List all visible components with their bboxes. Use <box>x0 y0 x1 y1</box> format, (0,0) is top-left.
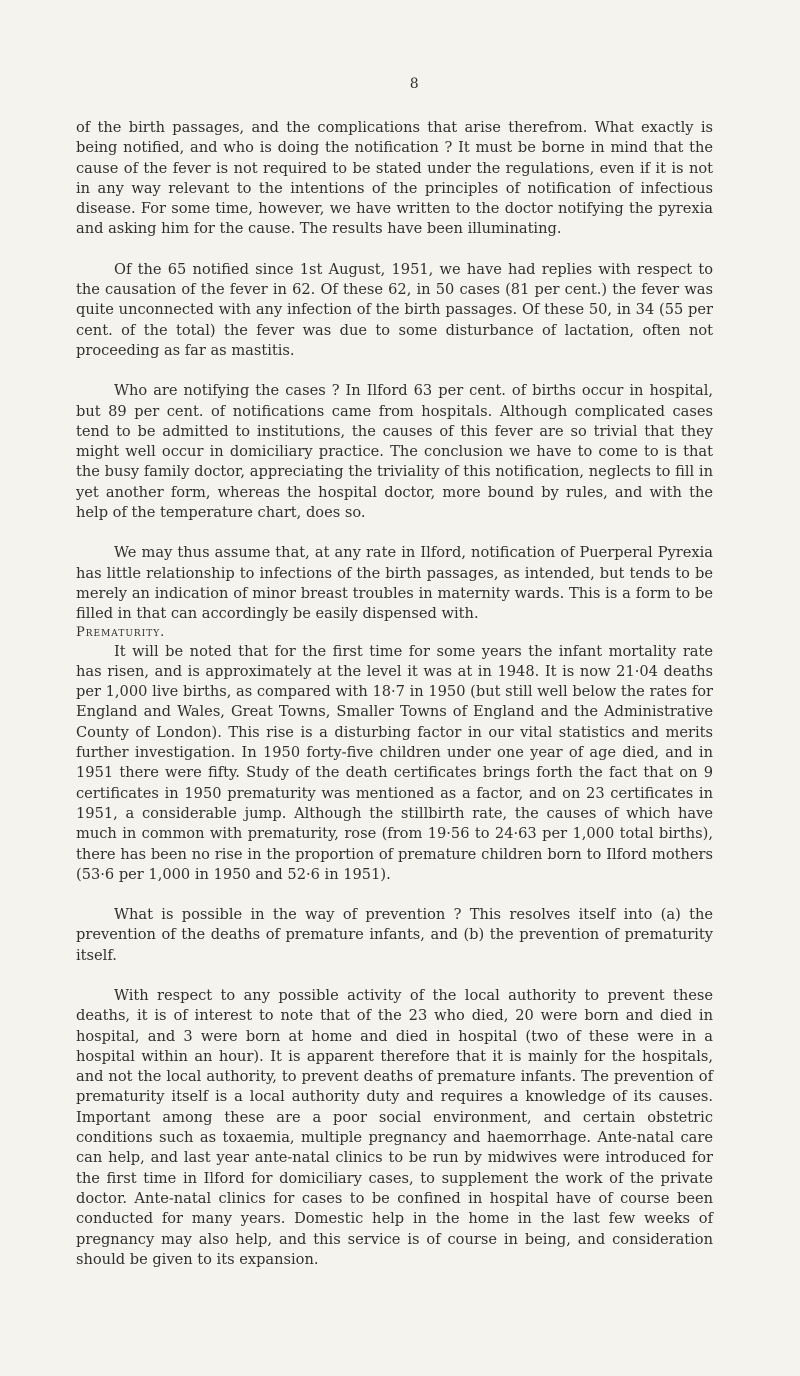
section-heading-prematurity: Prematurity. <box>76 624 166 640</box>
paragraph-infant-mortality: It will be noted that for the first time for some years the infant mortality rate has risen, and is approximately at the level it was at in 1948. It is now 21·04 deaths per 1,000 live births, as compared with 18·7 in 1950 (but still well below the rates for England and Wales, Great Towns, Smaller Towns of England and the Administrative County of London). This rise is a disturbing factor in our vital statistics and merits further investigation. In 1950 forty-five children under one year of age died, and in 1951 there were fifty. Study of the death certificates brings forth the fact that on 9 certificates in 1950 prematurity was mentioned as a factor, and on 23 certificates in 1951, a considerable jump. Although the stillbirth rate, the causes of which have much in common with prematurity, rose (from 19·56 to 24·63 per 1,000 total births), there has been no rise in the proportion of premature children born to Ilford mothers (53·6 per 1,000 in 1950 and 52·6 in 1951). <box>76 642 713 883</box>
paragraph-local-authority: With respect to any possible activity of the local authority to prevent these deaths, it is of interest to note that of the 23 who died, 20 were born and died in hospital, and 3 were born at home and died in hospital (two of these were in a hospital within an hour). It is apparent therefore that it is mainly for the hospitals, and not the local authority, to prevent deaths of premature infants. The prevention of prematurity itself is a local authority duty and requires a knowledge of its causes. Important among these are a poor social environment, and certain obstetric conditions such as toxaemia, multiple pregnancy and haemorrhage. Ante-natal care can help, and last year ante-natal clinics to be run by midwives were introduced for the first time in Ilford for domiciliary cases, to supplement the work of the private doctor. Ante-natal clinics for cases to be confined in hospital have of course been conducted for many years. Domestic help in the home in the last few weeks of pregnancy may also help, and this service is of course in being, and consideration should be given to its expansion. <box>76 986 713 1268</box>
page-number: 8 <box>409 76 420 92</box>
paragraph-puerperal-pyrexia: We may thus assume that, at any rate in Ilford, notification of Puerperal Pyrexia has little relationship to infections of the birth passages, as intended, but tends to be merely an indication of minor breast troubles in maternity wards. This is a form to be filled in that can accordingly be easily dispensed with. <box>76 544 713 623</box>
document-page <box>76 76 713 1270</box>
paragraph-birth-passages: of the birth passages, and the complications that arise therefrom. What exactly is being notified, and who is doing the notification ? It must be borne in mind that the cause of the fever is not required to be stated under the regulations, even if it is not in any way relevant to the intentions of the principles of notification of infectious disease. For some time, however, we have written to the doctor notifying the pyrexia and asking him for the cause. The results have been illuminating. <box>76 119 713 238</box>
paragraph-prevention: What is possible in the way of prevention ? This resolves itself into (a) the prevention of the deaths of premature infants, and (b) the prevention of prematurity itself. <box>76 906 713 964</box>
paragraph-notified-cases: Of the 65 notified since 1st August, 1951, we have had replies with respect to the causation of the fever in 62. Of these 62, in 50 cases (81 per cent.) the fever was quite unconnected with any infection of the birth passages. Of these 50, in 34 (55 per cent. of the total) the fever was due to some disturbance of lactation, often not proceeding as far as mastitis. <box>76 260 713 359</box>
paragraph-who-notifies: Who are notifying the cases ? In Ilford 63 per cent. of births occur in hospital, but 89 per cent. of notifications came from hospitals. Although complicated cases tend to be admitted to institutions, the causes of this fever are so trivial that they might well occur in domiciliary practice. The conclusion we have to come to is that the busy family doctor, appreciating the triviality of this notification, neglects to fill in yet another form, whereas the hospital doctor, more bound by rules, and with the help of the temperature chart, does so. <box>76 382 713 522</box>
